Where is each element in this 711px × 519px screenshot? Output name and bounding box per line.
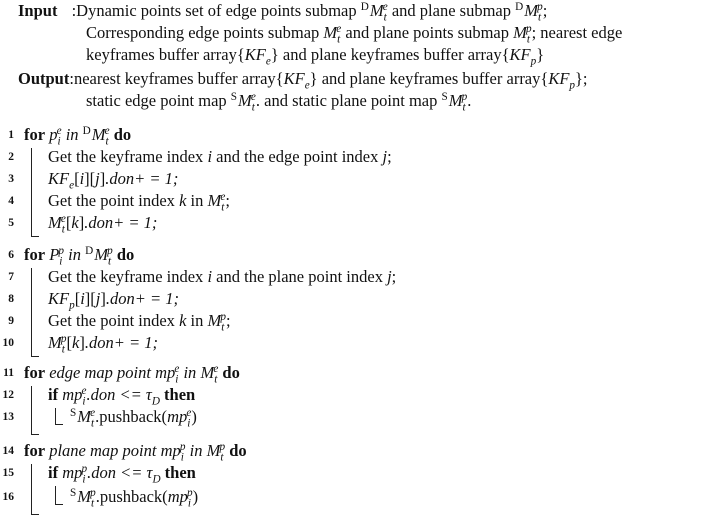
- block-rule-5: [31, 464, 32, 514]
- line-number-9: 9: [8, 315, 14, 327]
- output-text-2b: and static plane point map: [264, 91, 438, 110]
- then-keyword: then: [164, 385, 196, 404]
- block-rule-2: [31, 268, 32, 356]
- block-rule-5-foot: [31, 514, 39, 515]
- block-rule-3-foot: [31, 434, 39, 435]
- block-rule-1-foot: [31, 236, 39, 237]
- algo-line-6: for $P_i^p$ in $^DM_t^p$ do: [24, 244, 135, 268]
- block-rule-4: [55, 408, 56, 424]
- input-line-1: Input :Dynamic points set of edge points submap $^DM_t^e$ and plane submap $^DM_t^p$;: [18, 0, 548, 24]
- block-rule-4-foot: [55, 424, 63, 425]
- line-number-11: 11: [3, 367, 14, 379]
- line-number-12: 12: [2, 389, 14, 401]
- input-text-3b: and plane keyframes buffer array: [282, 45, 502, 64]
- algo-line-10: $M_t^p[k].don+ = 1$;: [48, 332, 158, 356]
- line-number-7: 7: [8, 271, 14, 283]
- block-rule-2-foot: [31, 356, 39, 357]
- algo-line-4: Get the point index k in $M_t^e$;: [48, 190, 230, 214]
- line-number-16: 16: [2, 491, 14, 503]
- input-text-2c: ; nearest edge: [531, 23, 623, 42]
- line-number-2: 2: [8, 151, 14, 163]
- in-keyword: in: [65, 125, 79, 144]
- input-line-3: keyframes buffer $array\{KF_e\}$ and plane keyframes buffer $array\{KF_p\}$: [86, 45, 545, 68]
- algo-line-2: Get the keyframe index i and the edge point index j;: [48, 147, 392, 166]
- input-label: Input: [18, 1, 58, 20]
- line-number-3: 3: [8, 173, 14, 185]
- block-rule-3: [31, 386, 32, 434]
- algo-line-5: $M_t^e[k].don+ = 1$;: [48, 212, 158, 236]
- output-text-1b: and plane keyframes buffer array: [321, 69, 541, 88]
- line-number-15: 15: [2, 467, 14, 479]
- line-number-14: 14: [2, 445, 14, 457]
- output-text-2a: static edge point map: [86, 91, 227, 110]
- input-text-2b: and plane points submap: [345, 23, 509, 42]
- line-number-1: 1: [8, 129, 14, 141]
- output-label: Output: [18, 69, 70, 88]
- line-number-13: 13: [2, 411, 14, 423]
- output-line-2: static edge point map $^SM_t^e$. and static plane point map $^SM_t^p$.: [86, 90, 472, 114]
- line-number-10: 10: [2, 337, 14, 349]
- input-sep: :: [71, 1, 77, 20]
- for-keyword: for: [24, 125, 46, 144]
- line-number-8: 8: [8, 293, 14, 305]
- if-keyword: if: [48, 385, 59, 404]
- block-rule-6-foot: [55, 504, 63, 505]
- algo-line-8: $KF_p[i][j].don+ = 1$;: [48, 289, 180, 312]
- do-keyword: do: [113, 125, 132, 144]
- algo-line-1: for $p_i^e$ in $^DM_t^e$ do: [24, 124, 132, 148]
- algo-line-7: Get the keyframe index i and the plane point index j;: [48, 267, 397, 286]
- output-line-1: Output:nearest keyframes buffer $array\{KF_e\}$ and plane keyframes buffer $array\{KF_p\}$;: [18, 69, 588, 92]
- block-rule-1: [31, 148, 32, 236]
- input-text-1b: and plane submap: [391, 1, 511, 20]
- algo-line-3: $KF_e[i][j].don+ = 1$;: [48, 169, 179, 192]
- block-rule-6: [55, 486, 56, 504]
- algo-line-16: $^SM_t^p.pushback(mp_i^p)$: [70, 486, 199, 510]
- input-text-2a: Corresponding edge points submap: [86, 23, 320, 42]
- line-number-4: 4: [8, 195, 14, 207]
- algo-line-9: Get the point index k in $M_t^p$;: [48, 310, 231, 334]
- algo-line-14: for plane map point $mp_i^p$ in $M_t^p$ do: [24, 440, 247, 464]
- algo-line-12: if $mp_i^e.don <= \tau_D$ then: [48, 384, 196, 408]
- output-text-1a: nearest keyframes buffer array: [73, 69, 276, 88]
- algo-line-13: $^SM_t^e.pushback(mp_i^e)$: [70, 406, 197, 430]
- input-text-3a: keyframes buffer array: [86, 45, 237, 64]
- line-number-6: 6: [8, 249, 14, 261]
- algo-line-11: for edge map point $mp_i^e$ in $M_t^e$ do: [24, 362, 240, 386]
- algo-line-15: if $mp_i^p.don <= \tau_D$ then: [48, 462, 196, 486]
- output-sep: :: [69, 69, 74, 88]
- line-number-5: 5: [8, 217, 14, 229]
- input-line-2: Corresponding edge points submap $M_t^e$ and plane points submap $M_t^p$; nearest edge: [86, 22, 623, 46]
- input-text-1a: Dynamic points set of edge points submap: [76, 1, 357, 20]
